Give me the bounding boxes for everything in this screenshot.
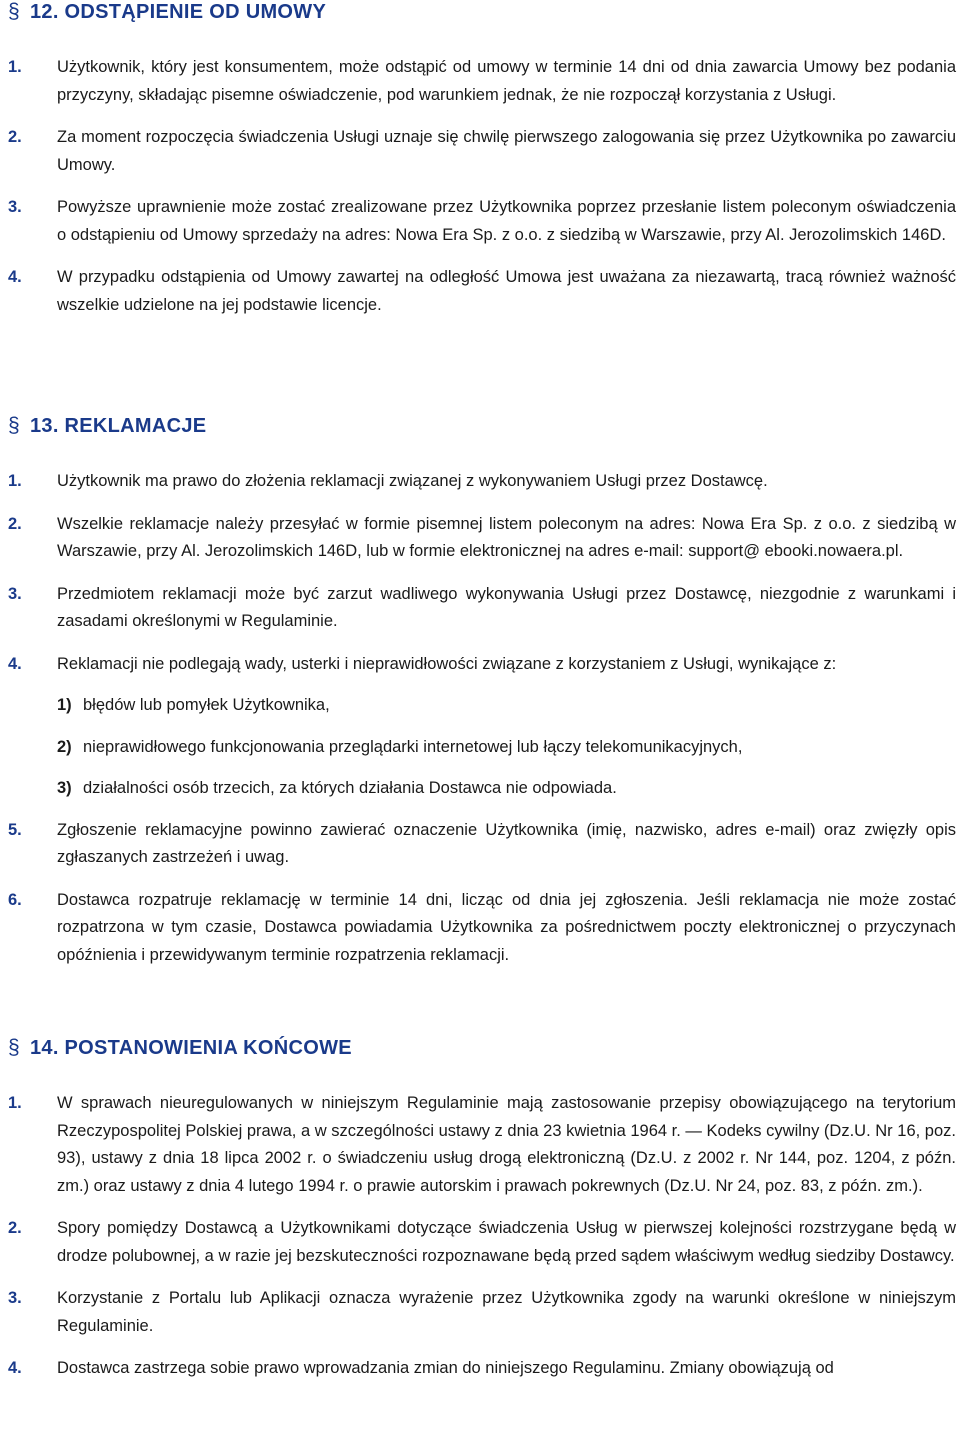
- item-number: 2.: [8, 1219, 22, 1237]
- list-item: [8, 651, 956, 679]
- item-text: Użytkownik, który jest konsumentem, może odstąpić od umowy w terminie 14 dni od dnia zawarcia Umowy bez podania przyczyny, składając pisemne oświadczenie, pod warunkiem jednak, że nie rozpoczął korzystania z Usługi.: [57, 58, 956, 104]
- list-item: [8, 887, 956, 970]
- list-item: [8, 264, 956, 319]
- item-text: Reklamacji nie podlegają wady, usterki i nieprawidłowości związane z korzystaniem z Usługi, wynikające z:: [57, 654, 837, 673]
- section-heading: [8, 1036, 956, 1062]
- item-number: 2.: [8, 128, 22, 146]
- item-text: Zgłoszenie reklamacyjne powinno zawierać oznaczenie Użytkownika (imię, nazwisko, adres e-mail) oraz zwięzły opis zgłaszanych zastrzeżeń i uwag.: [57, 820, 956, 866]
- sub-item-text: błędów lub pomyłek Użytkownika,: [83, 696, 330, 714]
- item-text: Wszelkie reklamacje należy przesyłać w formie pisemnej listem poleconym na adres: Nowa Era Sp. z o.o. z siedzibą w Warszawie, przy Al. Jerozolimskich 146D, lub w formie elektronicznej na adres e-mail: support@ ebooki.nowaera.pl.: [57, 514, 956, 560]
- item-text: W sprawach nieuregulowanych w niniejszym Regulaminie mają zastosowanie przepisy obowiązującego na terytorium Rzeczypospolitej Polskiej prawa, a w szczególności ustawy z dnia 23 kwietnia 1964 r. — Kodeks cywilny (Dz.U. Nr 16, poz. 93), ustawy z dnia 18 lipca 2002 r. o świadczeniu usług drogą elektroniczną (Dz.U. z 2002 r. Nr 144, poz. 1204, z późn. zm.) oraz ustawy z dnia 4 lutego 1994 r. o prawie autorskim i prawach pokrewnych (Dz.U. Nr 24, poz. 83, z późn. zm.).: [57, 1094, 956, 1195]
- item-number: 2.: [8, 514, 22, 533]
- list-item: [8, 1285, 956, 1340]
- section-14: [8, 1036, 956, 1383]
- section-title: 14. POSTANOWIENIA KOŃCOWE: [29, 1037, 352, 1059]
- list-item: [8, 194, 956, 249]
- item-number: 3.: [8, 198, 22, 216]
- list-item: [8, 817, 956, 872]
- item-number: 4.: [8, 654, 22, 673]
- list-item: [8, 1090, 956, 1200]
- sub-item-number: 1): [57, 696, 72, 714]
- item-number: 6.: [8, 890, 22, 909]
- section-heading: [8, 414, 956, 440]
- list-item: [8, 54, 956, 109]
- item-number: 4.: [8, 1359, 22, 1377]
- item-text: Przedmiotem reklamacji może być zarzut wadliwego wykonywania Usługi przez Dostawcę, niezgodnie z warunkami i zasadami określonymi w Regulaminie.: [57, 584, 956, 630]
- section-13: [8, 414, 956, 969]
- sub-item-text: działalności osób trzecich, za których działania Dostawca nie odpowiada.: [83, 779, 617, 797]
- sub-list-item: [57, 775, 956, 803]
- item-text: Dostawca rozpatruje reklamację w terminie 14 dni, licząc od dnia jej zgłoszenia. Jeśli reklamacja nie może zostać rozpatrzona w tym czasie, Dostawca powiadamia Użytkownika za pośrednictwem poczty elektronicznej o przyczynach opóźnienia i przewidywanym terminie rozpatrzenia reklamacji.: [57, 890, 956, 964]
- list-item: [8, 468, 956, 496]
- section-title: 12. ODSTĄPIENIE OD UMOWY: [29, 1, 327, 23]
- list-item: [8, 1355, 956, 1383]
- item-text: Powyższe uprawnienie może zostać zrealizowane przez Użytkownika poprzez przesłanie listem poleconym oświadczenia o odstąpieniu od Umowy sprzedaży na adres: Nowa Era Sp. z o.o. z siedzibą w Warszawie, przy Al. Jerozolimskich 146D.: [57, 198, 956, 244]
- section-sign: §: [8, 0, 20, 23]
- section-12: [8, 0, 956, 319]
- item-number: 4.: [8, 268, 22, 286]
- item-text: Dostawca zastrzega sobie prawo wprowadzania zmian do niniejszego Regulaminu. Zmiany obowiązują od: [57, 1359, 834, 1377]
- item-number: 1.: [8, 472, 22, 490]
- sub-item-number: 3): [57, 779, 72, 797]
- section-title: 13. REKLAMACJE: [29, 415, 207, 437]
- sub-list-item: [57, 692, 956, 720]
- item-number: 5.: [8, 820, 22, 839]
- list-item: [8, 511, 956, 566]
- item-number: 3.: [8, 1289, 22, 1307]
- item-number: 1.: [8, 58, 22, 76]
- sub-list-item: [57, 734, 956, 762]
- item-text: Użytkownik ma prawo do złożenia reklamacji związanej z wykonywaniem Usługi przez Dostawcę.: [57, 472, 768, 490]
- sub-item-text: nieprawidłowego funkcjonowania przeglądarki internetowej lub łączy telekomunikacyjnych,: [83, 737, 743, 756]
- list-item: [8, 1215, 956, 1270]
- item-text: Korzystanie z Portalu lub Aplikacji oznacza wyrażenie przez Użytkownika zgody na warunki określone w niniejszym Regulaminie.: [57, 1289, 956, 1335]
- section-sign: §: [8, 414, 20, 437]
- item-text: W przypadku odstąpienia od Umowy zawartej na odległość Umowa jest uważana za niezawartą, tracą również ważność wszelkie udzielone na jej podstawie licencje.: [57, 268, 956, 314]
- item-text: Spory pomiędzy Dostawcą a Użytkownikami dotyczące świadczenia Usług w pierwszej kolejności rozstrzygane będą w drodze polubownej, a w razie jej bezskuteczności rozpoznawane będą przed sądem właściwym według siedziby Dostawcy.: [57, 1219, 956, 1265]
- item-number: 1.: [8, 1094, 22, 1112]
- item-number: 3.: [8, 584, 22, 603]
- list-item: [8, 124, 956, 179]
- sub-item-number: 2): [57, 737, 72, 756]
- item-text: Za moment rozpoczęcia świadczenia Usługi uznaje się chwilę pierwszego zalogowania się przez Użytkownika po zawarciu Umowy.: [57, 128, 956, 174]
- section-sign: §: [8, 1036, 20, 1059]
- list-item: [8, 581, 956, 636]
- section-heading: [8, 0, 956, 26]
